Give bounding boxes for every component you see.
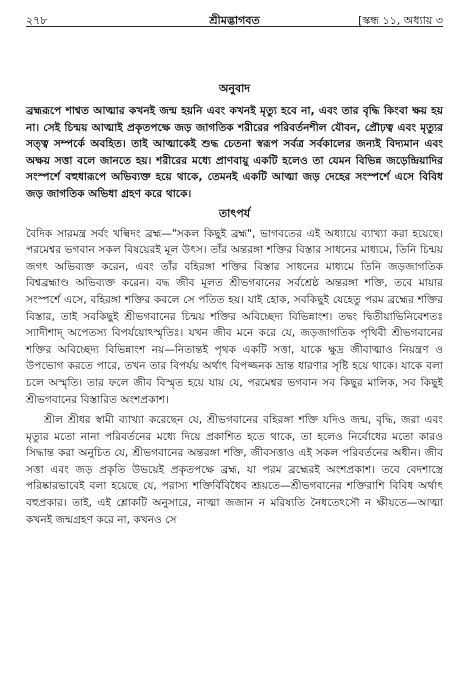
canto-chapter-label: [স্কন্ধ ১১, অধ্যায় ৩ (358, 14, 443, 27)
header-divider (26, 26, 443, 27)
translation-text: ব্রহ্মরূপে শাশ্বত আত্মার কখনই জন্ম হয়নি এবং কখনই মৃত্যু হবে না, এবং তার বৃদ্ধি কিংবা ক্ষয় হয় না। সেই চিন্ময় আত্মাই প্রকৃতপক্ষে জড় জাগতিক শরীরের পরিবর্তনশীল যৌবন, প্রৌঢ়ত্ব এবং মৃত্যুর সত্ত্ব সম্পর্কে অবহিত। তাই আত্মাকেই শুদ্ধ চেতনা স্বরূপ সর্বত্র সর্বকালের জন্যই বিদ্যমান এবং অক্ষয় সত্তা বলে জানতে হয়। শরীরের মধ্যে প্রাণবায়ু একটি হলেও তা যেমন বিভিন্ন জড়েন্দ্রিয়াদির সংস্পর্শে বহুধারূপে অভিব্যক্ত হয়ে থাকে, তেমনই একটি আত্মা জড় দেহের সংস্পর্শে এসে বিবিধ জড় জাগতিক অভিধা গ্রহণ করে থাকে। (26, 105, 443, 200)
translation-heading: অনুবাদ (218, 82, 251, 95)
purport-heading: তাৎপর্য (218, 206, 251, 220)
book-title: শ্রীমদ্ভাগবত (209, 14, 260, 27)
page-header (26, 8, 443, 32)
purport-paragraph-2: শ্রীল শ্রীধর স্বামী ব্যাখ্যা করেছেন যে, শ্রীভগবানের বহিরঙ্গা শক্তি যদিও জন্ম, বৃদ্ধি, জরা এবং মৃত্যুর মতো নানা পরিবর্তনের মধ্যে দিয়ে প্রকাশিত হতে থাকে, তা হলেও নির্বোধের মতো কারও সিদ্ধান্ত করা অনুচিত যে, শ্রীভগবানের অন্তরঙ্গা শক্তি, জীবসত্তাও এই সকল পরিবর্তনের অধীন। জীব সত্তা এবং জড় প্রকৃতি উভয়েই প্রকৃতপক্ষে ব্রহ্ম, যা পরম ব্রহ্মেরই অংশপ্রকাশ। তবে বেদশাস্ত্রে পরিষ্কারভাবেই বলা হয়েছে যে, পরাস্য শক্তির্বিবিধৈব শ্রূয়তে—শ্রীভগবানের শক্তিরাশি বিবিধ অর্থাৎ বহুপ্রকার। তাই, এই শ্লোকটি অনুসারে, নাত্মা জজান ন মরিষ্যতি নৈধতেঽসৌ ন ক্ষীয়তে—আত্মা কখনই জন্মগ্রহণ করে না, কখনও সে (26, 414, 443, 526)
page-number: ২৭৮ (26, 14, 48, 27)
purport-paragraph-1: বৈদিক সারমন্ত্র সর্বং খল্বিদং ব্রহ্ম—"সকল কিছুই ব্রহ্ম", ভাগবতের এই অধ্যায়ে ব্যাখ্যা করা হয়েছে। পরমেশ্বর ভগবান সকল বিষয়েরই মূল উৎস। তাঁর অন্তরঙ্গা শক্তির বিস্তার সাধনের মাধ্যমে, তিনি চিন্ময় জগৎ অভিব্যক্ত করেন, এবং তাঁর বহিরঙ্গা শক্তির বিস্তার সাধনের মাধ্যমে তিনি জড়জাগতিক বিশ্বব্রহ্মাণ্ড অভিব্যক্ত করেন। বদ্ধ জীব মূলত শ্রীভগবানের সর্বশ্রেষ্ঠ অন্তরঙ্গা শক্তি, তবে মায়ার সংস্পর্শে এসে, বহিরঙ্গা শক্তির কবলে সে পতিত হয়। যাই হোক, সবকিছুই যেহেতু পরম ব্রহ্মের শক্তির বিস্তার, তাই সবকিছুই শ্রীভগবানের চিন্ময় শক্তির অবিচ্ছেদ্য বিভিন্নাংশ। তদ্বং দ্বিতীয়াভিনিবেশতঃ স্যাদীশাদ্ অপেতস্য বিপর্যয়োঽস্মৃতিঃ। যখন জীব মনে করে যে, জড়জাগতিক পৃথিবী শ্রীভগবানের শক্তির অবিচ্ছেদ্য বিভিন্নাংশ নয়—নিতান্তই পৃথক একটি সত্তা, যাকে ক্ষুদ্র জীবাত্মাও নিয়ন্ত্রণ ও উপভোগ করতে পারে, তখন তার বিপর্যয় অর্থাৎ বিপজ্জনক ভ্রান্ত ধারণার সৃষ্টি হয়ে থাকে। যাকে বলা চলে অস্মৃতি। তার ফলে জীব বিস্মৃত হয়ে যায় যে, পরমেশ্বর ভগবান সব কিছুর মালিক, সব কিছুই শ্রীভগবানের বিস্তারিত অংশপ্রকাশ। (26, 227, 443, 406)
